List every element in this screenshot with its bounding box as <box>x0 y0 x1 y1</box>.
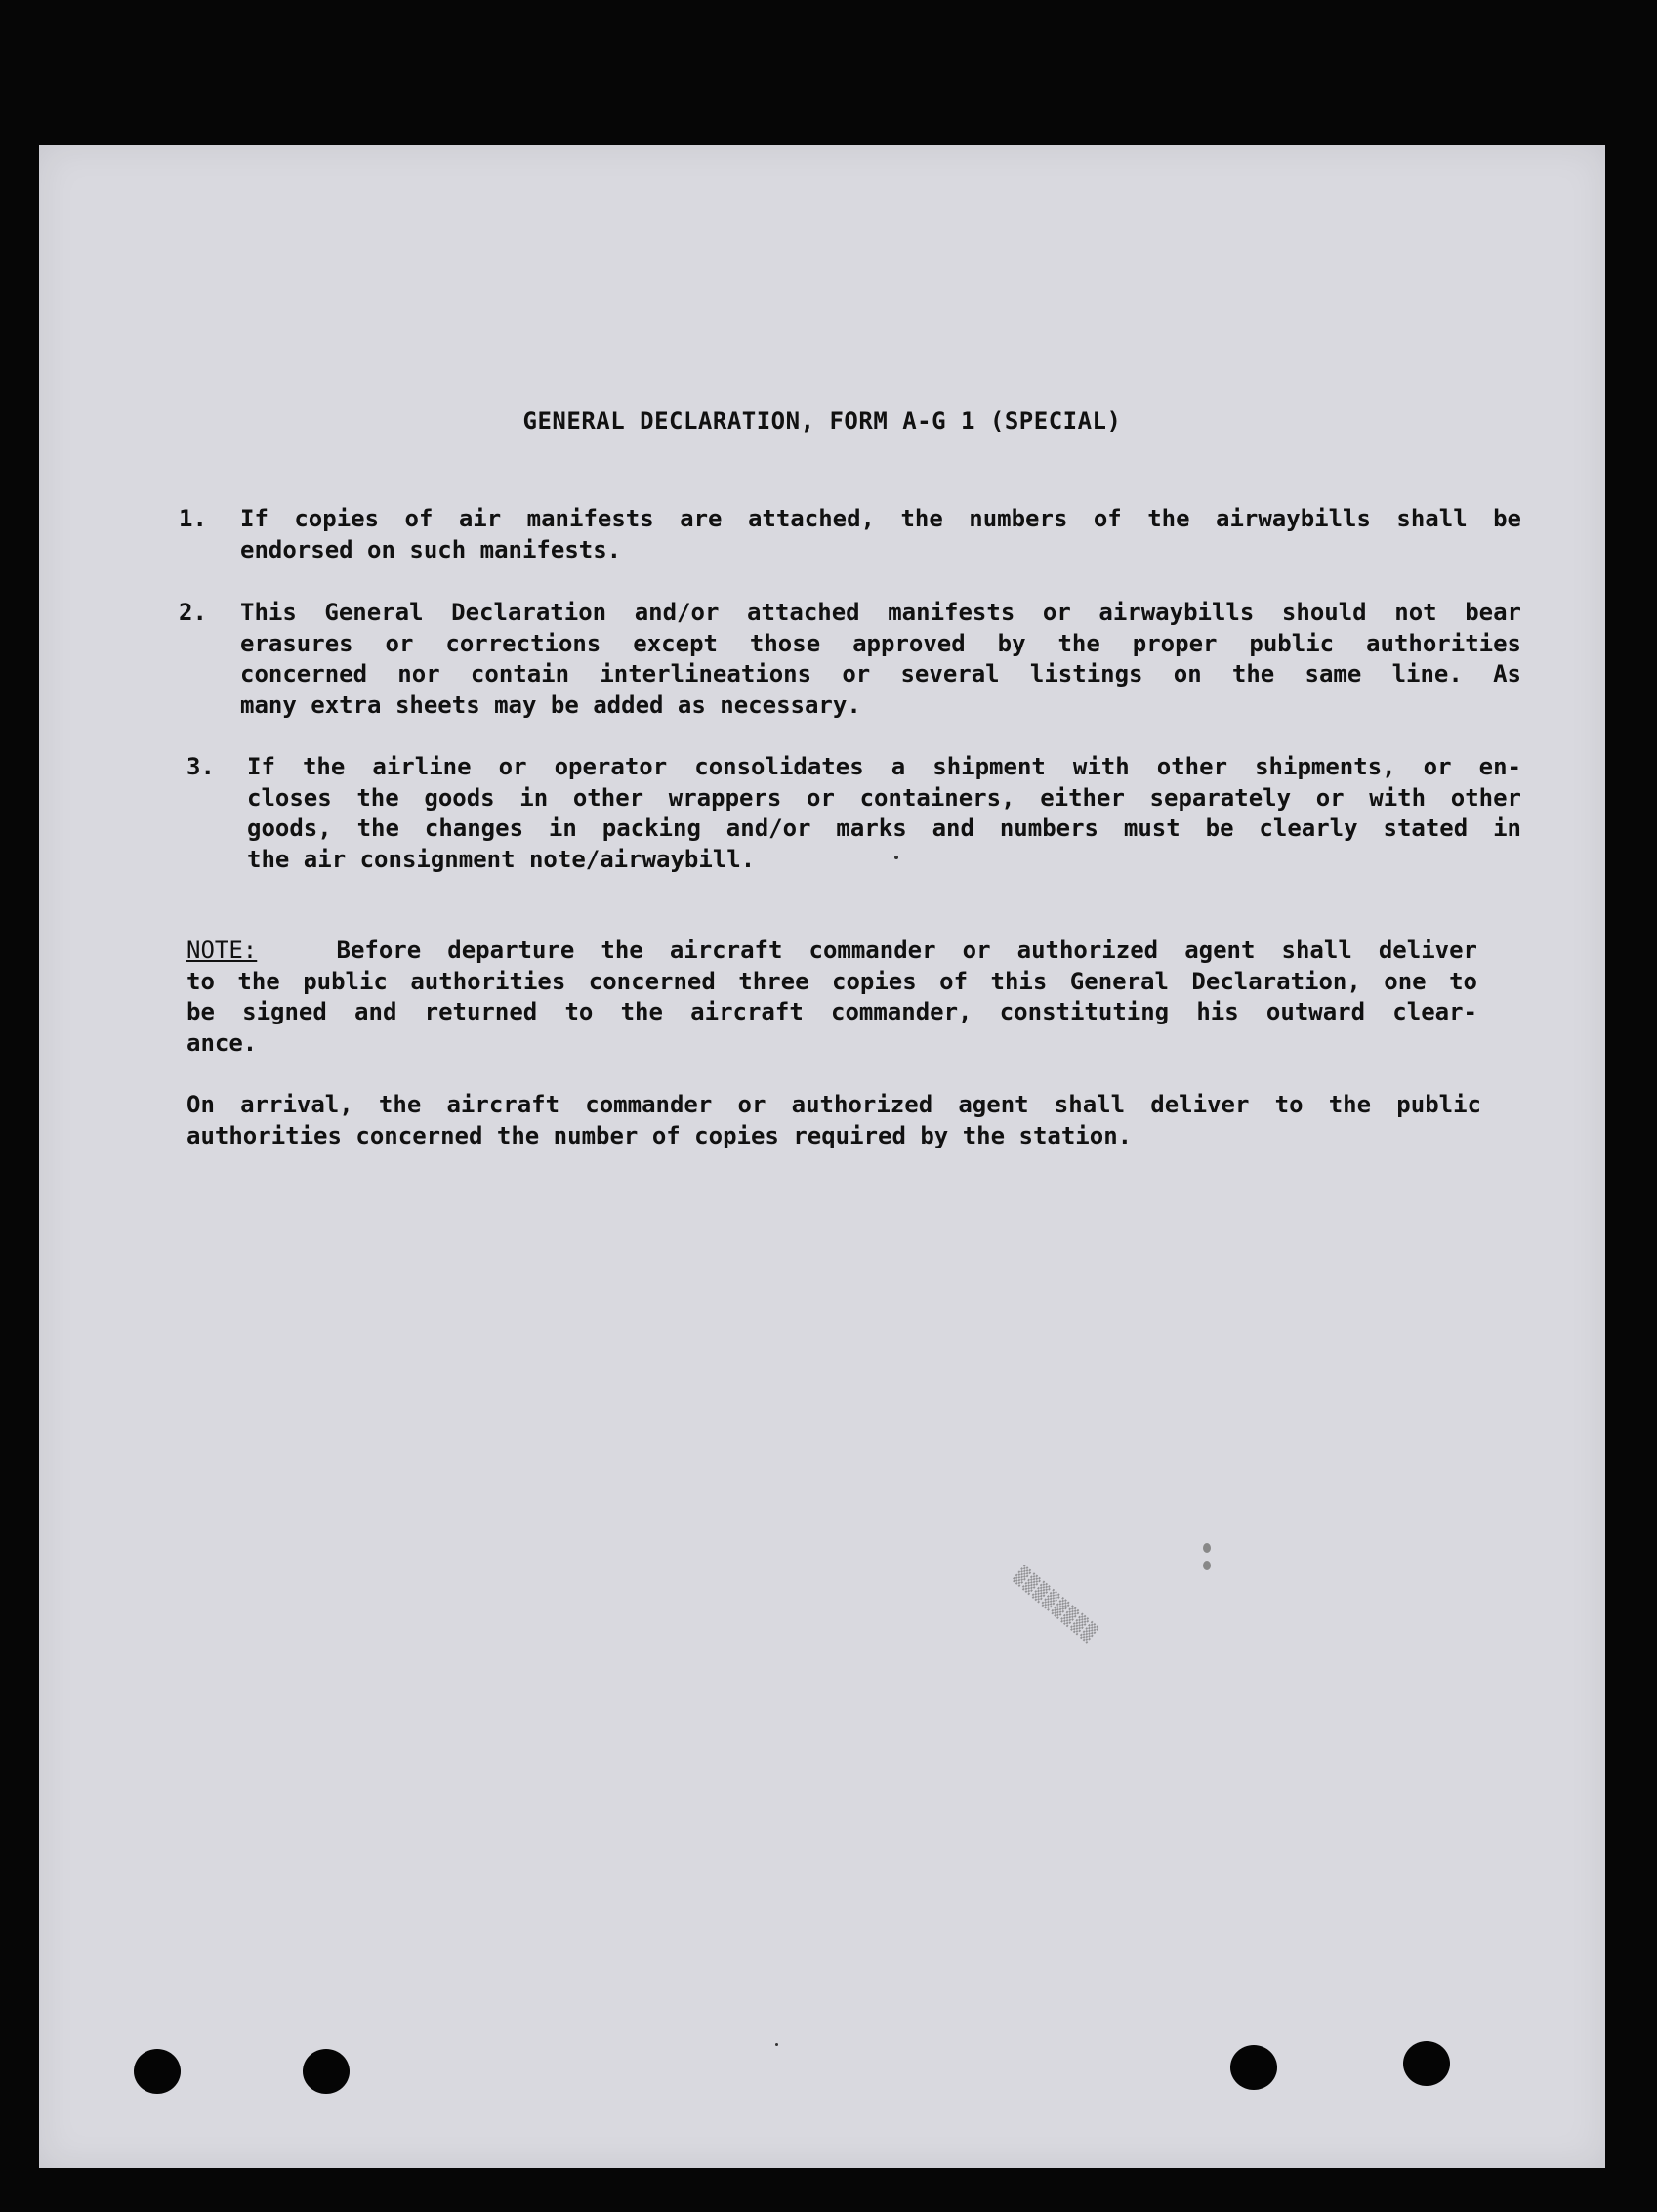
list-item-2 <box>179 598 1546 723</box>
note-line: be signed and returned to the aircraft commander, constituting his outward clear- <box>186 998 1477 1025</box>
note-line: to the public authorities concerned three copies of this General Declaration, one to <box>186 967 1477 995</box>
item-line: This General Declaration and/or attached manifests or airwaybills should not bear <box>240 599 1521 626</box>
item-text <box>240 598 1521 721</box>
item-number: 1. <box>179 505 207 532</box>
punch-hole <box>303 2049 350 2094</box>
item-line: erasures or corrections except those approved by the proper public authorities <box>240 629 1521 657</box>
document-title: GENERAL DECLARATION, FORM A-G 1 (SPECIAL) <box>522 407 1122 435</box>
arrival-paragraph <box>186 1090 1481 1151</box>
item-line: goods, the changes in packing and/or marks and numbers must be clearly stated in <box>247 814 1521 842</box>
item-number: 3. <box>186 753 215 780</box>
item-text <box>247 752 1521 875</box>
faint-stamp-mark: ▒▒▒▒▒▒▒▒ <box>1011 1565 1101 1646</box>
list-item-3 <box>186 752 1553 877</box>
note-paragraph <box>186 936 1477 1059</box>
note-label: NOTE: <box>186 937 258 964</box>
document-page <box>39 145 1605 2168</box>
arrival-line: authorities concerned the number of copies required by the station. <box>186 1121 1133 1149</box>
item-number: 2. <box>179 599 207 626</box>
ink-speck <box>1203 1561 1211 1570</box>
ink-speck <box>894 856 898 859</box>
item-line: many extra sheets may be added as necessary. <box>240 690 861 719</box>
item-line: If the airline or operator consolidates a shipment with other shipments, or en- <box>247 753 1521 780</box>
ink-speck <box>775 2043 778 2046</box>
item-line: the air consignment note/airwaybill. <box>247 845 756 873</box>
punch-hole <box>1403 2041 1450 2086</box>
ink-speck <box>1203 1543 1211 1553</box>
item-line: If copies of air manifests are attached, the numbers of the airwaybills shall be <box>240 505 1521 532</box>
list-item-1 <box>179 504 1546 566</box>
punch-hole <box>134 2049 181 2094</box>
punch-hole <box>1230 2045 1277 2090</box>
item-line: endorsed on such manifests. <box>240 535 622 563</box>
note-first-line-text: Before departure the aircraft commander or authorized agent shall deliver <box>336 937 1477 964</box>
arrival-line: On arrival, the aircraft commander or authorized agent shall deliver to the public <box>186 1091 1481 1118</box>
note-line: ance. <box>186 1028 258 1057</box>
item-line: concerned nor contain interlineations or several listings on the same line. As <box>240 660 1521 688</box>
item-text <box>240 504 1521 565</box>
note-first-line <box>186 936 1477 967</box>
item-line: closes the goods in other wrappers or containers, either separately or with other <box>247 783 1521 812</box>
